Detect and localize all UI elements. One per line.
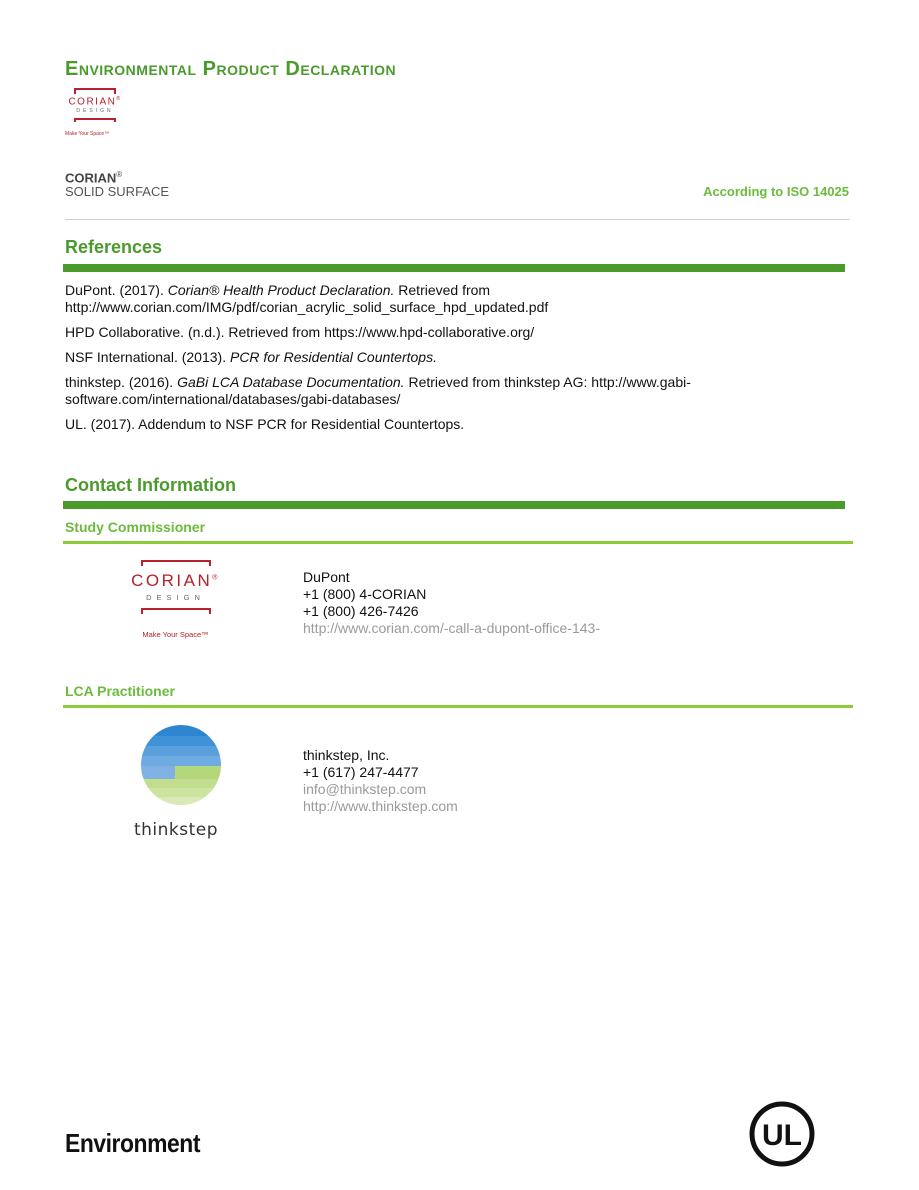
iso-note: According to ISO 14025 <box>703 184 849 199</box>
contact-bar <box>63 501 845 509</box>
logo-bracket-top <box>74 88 116 92</box>
practitioner-phone: +1 (617) 247-4477 <box>303 764 419 780</box>
logo-bracket-top <box>141 560 211 566</box>
commissioner-logo <box>133 560 218 639</box>
logo-sub: DESIGN <box>146 593 205 602</box>
references-heading: References <box>65 237 163 257</box>
reference-item: UL. (2017). Addendum to NSF PCR for Residential Countertops. <box>65 416 465 432</box>
logo-brand: CORIAN® <box>131 571 220 590</box>
thinkstep-circle-icon <box>141 725 221 805</box>
commissioner-contact <box>303 569 600 637</box>
commissioner-heading: Study Commissioner <box>65 519 206 535</box>
references-list <box>65 282 825 441</box>
footer-environment: Environment <box>65 1128 201 1158</box>
logo-sub: DESIGN <box>76 108 114 115</box>
practitioner-link[interactable]: http://www.thinkstep.com <box>303 798 458 814</box>
commissioner-phone: +1 (800) 4-CORIAN <box>303 586 427 602</box>
logo-bracket-bottom <box>74 118 116 122</box>
practitioner-bar <box>63 705 853 708</box>
thinkstep-wordmark: thinkstep <box>133 820 219 840</box>
reference-item: NSF International. (2013). PCR for Residential Countertops. <box>65 349 437 365</box>
logo-bracket-bottom <box>141 608 211 614</box>
logo-tagline: Make Your Space™ <box>142 630 209 639</box>
commissioner-phone-alt: +1 (800) 426-7426 <box>303 603 419 619</box>
logo-brand: CORIAN® <box>68 96 122 108</box>
practitioner-contact <box>303 747 458 815</box>
practitioner-name: thinkstep, Inc. <box>303 747 390 763</box>
reference-item: DuPont. (2017). Corian® Health Product Declaration. Retrieved from http://www.corian.com/IMG/pdf/corian_acrylic_solid_surface_hpd_updated.pdf <box>65 282 549 315</box>
reference-item: HPD Collaborative. (n.d.). Retrieved from https://www.hpd-collaborative.org/ <box>65 324 535 340</box>
commissioner-link[interactable]: http://www.corian.com/-call-a-dupont-office-143- <box>303 620 600 636</box>
references-bar <box>63 264 845 272</box>
practitioner-heading: LCA Practitioner <box>65 683 175 699</box>
header-divider <box>65 219 850 220</box>
practitioner-email[interactable]: info@thinkstep.com <box>303 781 427 797</box>
thinkstep-logo <box>126 725 226 840</box>
reference-item: thinkstep. (2016). GaBi LCA Database Documentation. Retrieved from thinkstep AG: http://www.gabi-software.com/international/databases/gabi-databases/ <box>65 374 691 407</box>
ul-logo-icon <box>749 1101 815 1167</box>
corian-logo <box>65 88 125 137</box>
logo-tagline: Make Your Space™ <box>65 131 110 138</box>
product-subtitle: SOLID SURFACE <box>65 184 170 199</box>
contact-heading: Contact Information <box>65 475 236 495</box>
ul-logo-text: UL <box>762 1119 802 1152</box>
commissioner-bar <box>63 541 853 544</box>
document-title: Environmental Product Declaration <box>65 58 397 80</box>
product-name: CORIAN® <box>65 170 123 186</box>
commissioner-name: DuPont <box>303 569 350 585</box>
